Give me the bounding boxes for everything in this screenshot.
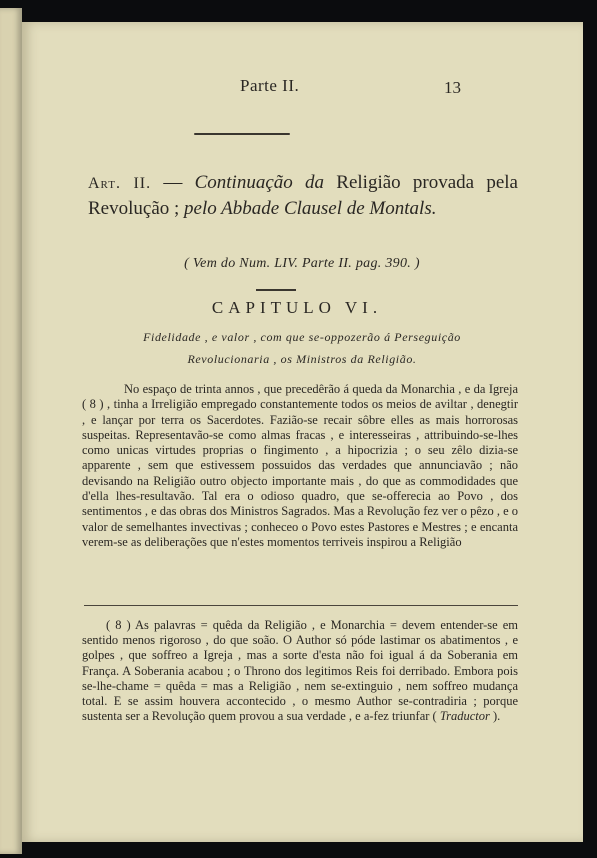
chapter-heading: CAPITULO VI. xyxy=(211,298,383,317)
facing-page-edge xyxy=(0,8,22,854)
running-head-title: Parte II. xyxy=(240,76,300,95)
footnote-signature: Traductor xyxy=(439,709,490,724)
article-dash: — xyxy=(151,172,195,193)
article-label: Art. II. xyxy=(88,175,152,192)
book-page xyxy=(22,22,583,842)
body-paragraph: No espaço de trinta annos , que precedêrão á queda da Monarchia , e da Igreja ( 8 ) , tinha a Irreligião empregado constantemente todos os meios de aviltar , denegtir , e lançar por terra os Sacerdotes. Fazião-se recair sôbre elles as mais horrorosas suspeitas. Representavão-se como almas fracas , e interesseiras , attribuindo-se-lhes como unicas virtudes proprias o fingimento , a hipocrizia ; o seu zêlo dizia-se apparente , sem que estivessem possuidos das verdades que annunciavão ; não devisando na Religião outro objecto importante mais , do que as commodidades que d'ella lhes-resultavão. Tal era o odioso quadro, que se-offerecia ao Povo , dos sentimentos , e das obras dos Ministros Sagrados. Mas a Revolução fez ver o pêzo , e o valor de semelhantes invectivas ; conheceo o Povo estes Pastores e Mestres ; e encanta verem-se as deliberações que n'estes momentos terriveis inspirou a Religião xyxy=(82,382,519,549)
footnote-text: ( 8 ) As palavras = quêda da Religião , e Monarchia = devem entender-se em sentido menos rigoroso , do que soão. O Author só póde lastimar os abatimentos , e golpes , que soffreo a Igreja , mas a sorte d'esta não foi igual á da Soberania em França. A Soberania acabou ; o Throno dos legitimos Reis foi derribado. Embora pois se-lhe-chame = quêda = mas a Religião , nem se-extinguio , nem soffreo mudança total. E se assim houvera accontecido , o mesmo Author se-contradiria ; porque sustenta ser a Revolução quem provou a sua verdade , e a-fez triunfar ( xyxy=(82,618,518,724)
chapter-subtitle xyxy=(92,326,512,370)
chapter-subtitle-line-1: Fidelidade , e valor , com que se-oppozerão á Perseguição xyxy=(143,330,461,344)
article-title-italic: Continuação da xyxy=(194,172,325,193)
article-title: Religião provada pela Revolução ; xyxy=(88,172,518,219)
page-number: 13 xyxy=(444,78,461,97)
chapter-subtitle-line-2: Revolucionaria , os Ministros da Religião. xyxy=(187,352,417,366)
footnote-rule xyxy=(84,605,518,606)
ornamental-rule xyxy=(194,133,290,135)
footnote-closing: ). xyxy=(489,709,501,724)
running-head xyxy=(22,76,583,106)
section-rule xyxy=(256,289,296,291)
article-author: pelo Abbade Clausel de Montals. xyxy=(184,198,437,219)
source-note: ( Vem do Num. LIV. Parte II. pag. 390. ) xyxy=(184,256,420,271)
footnote xyxy=(82,618,518,724)
article-heading xyxy=(88,170,518,221)
